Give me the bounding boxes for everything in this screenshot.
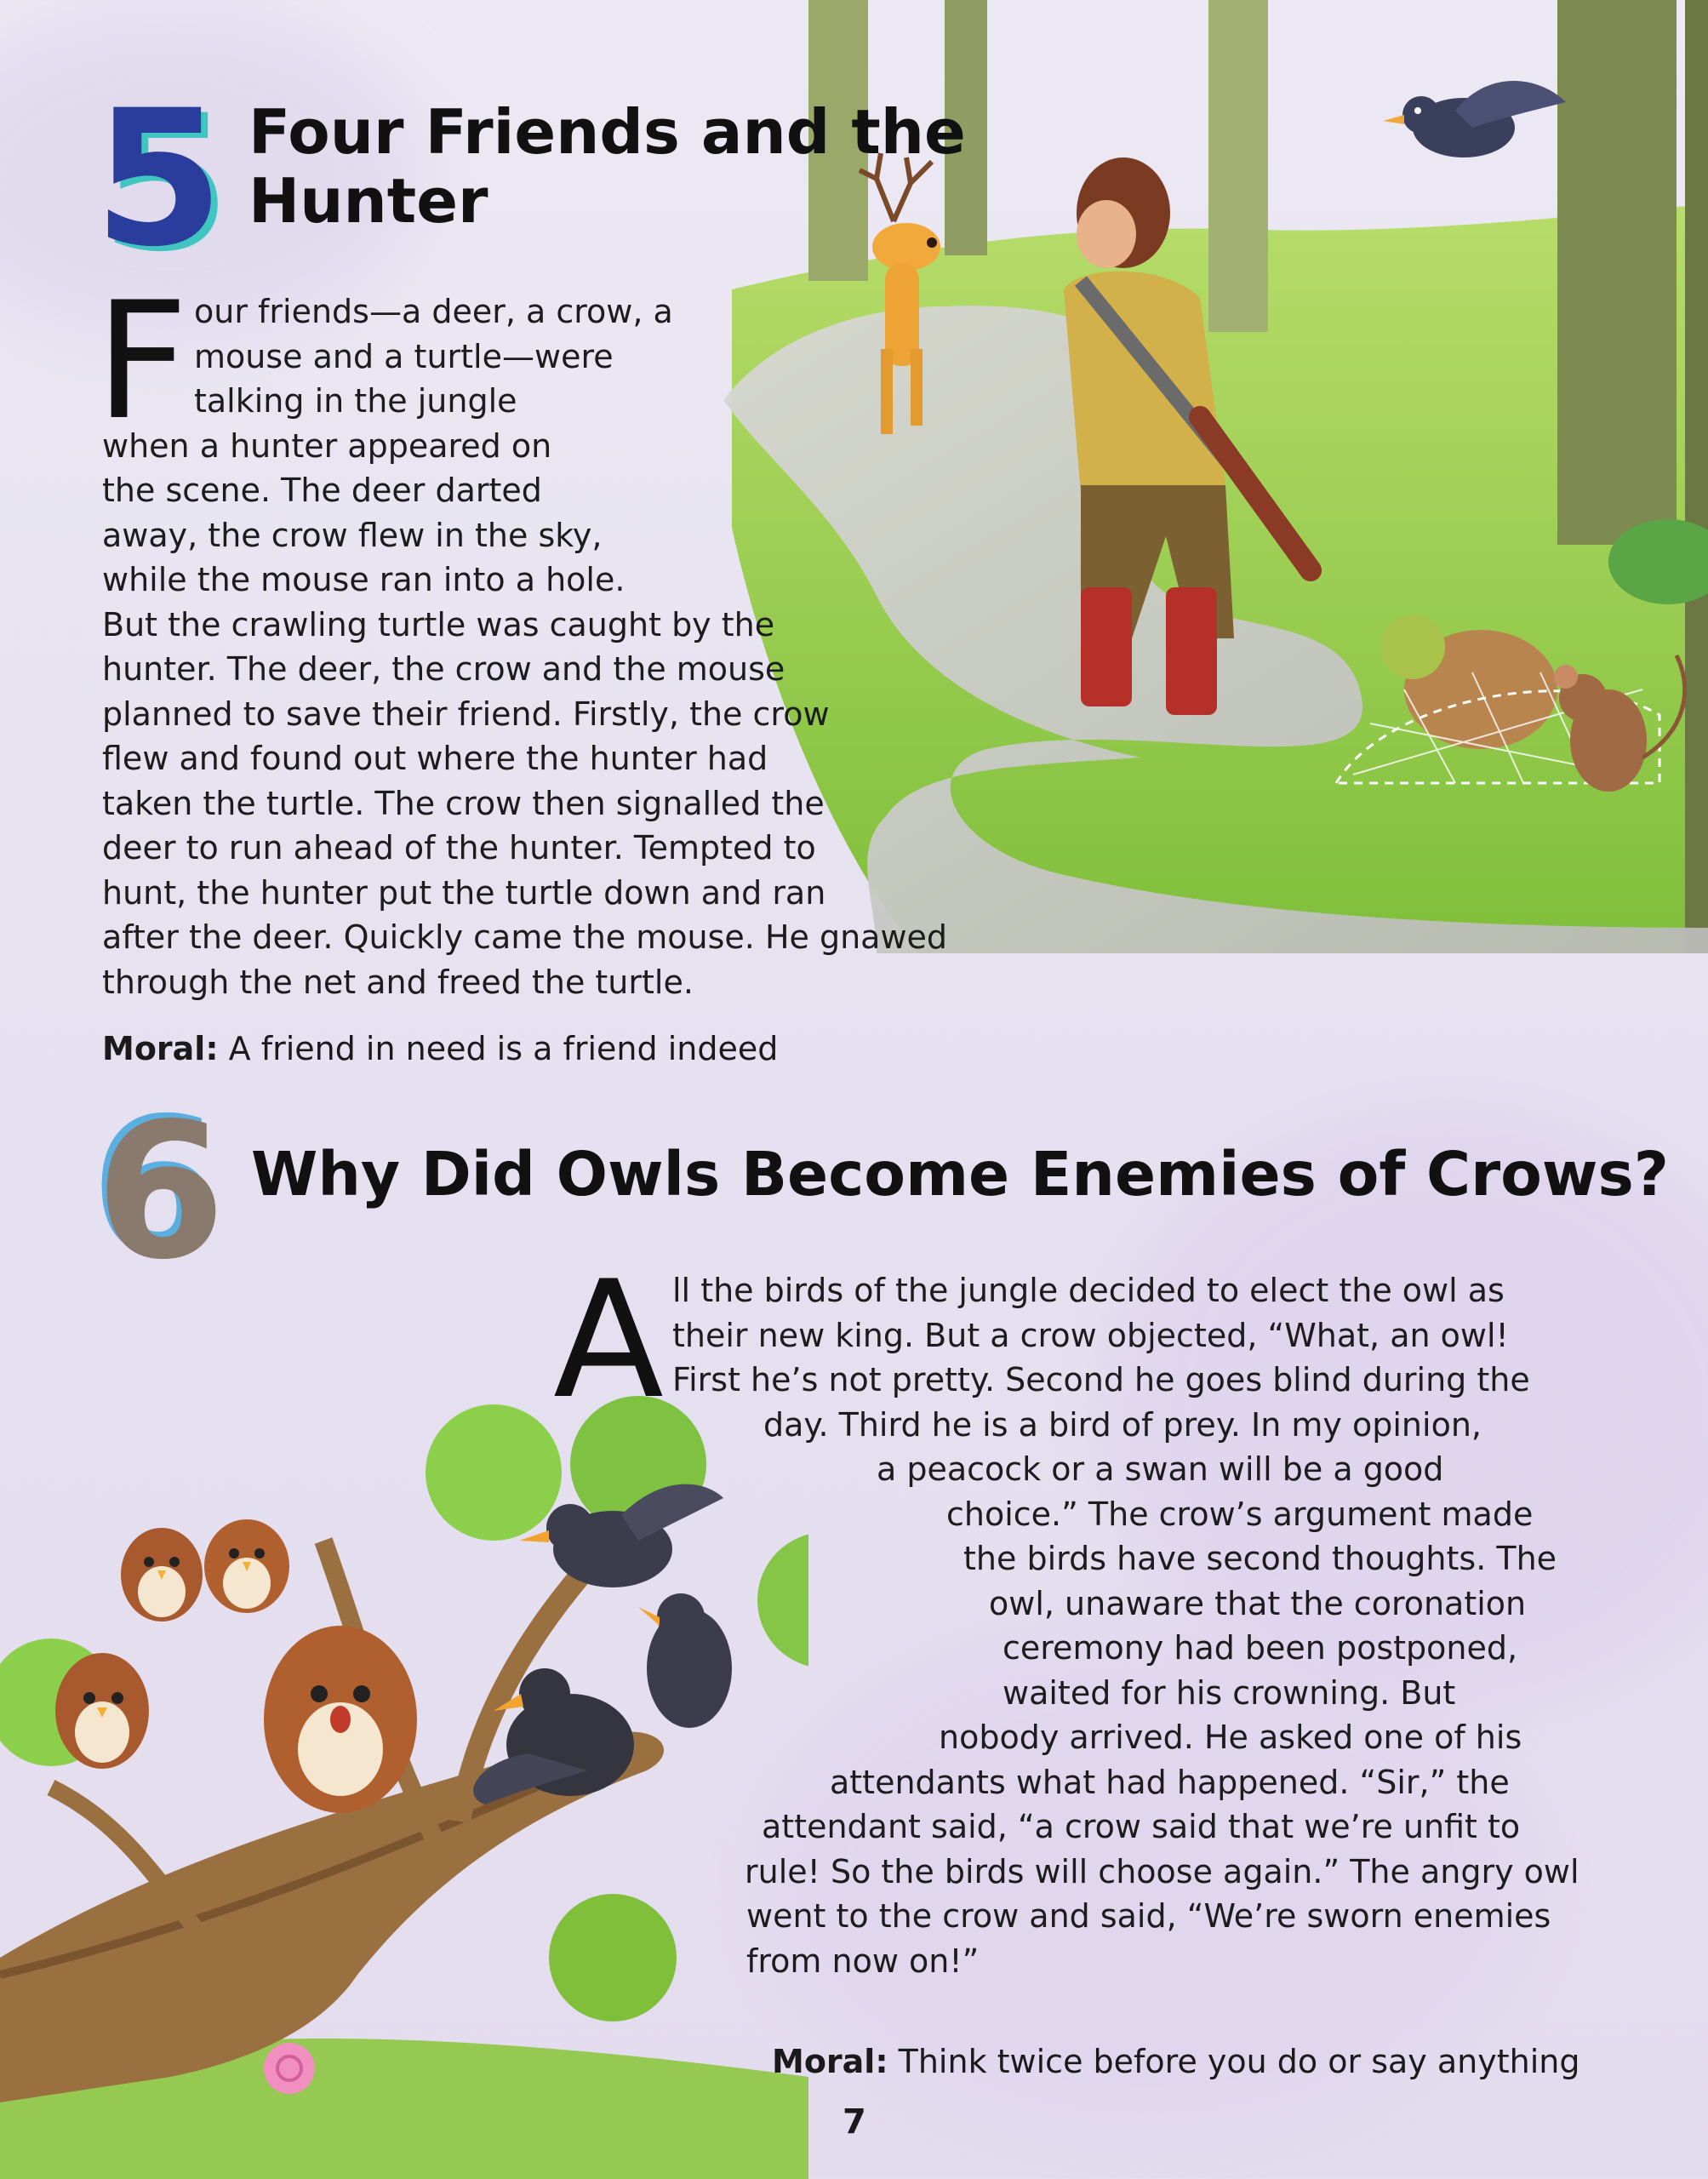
body-line: First he’s not pretty. Second he goes blind during the	[672, 1361, 1530, 1398]
body-line: went to the crow and said, “We’re sworn enemies	[746, 1897, 1551, 1935]
body-line: mouse and a turtle—were	[194, 337, 614, 375]
story-number-6: 6	[95, 1083, 226, 1301]
story-number-5: 5	[94, 70, 225, 288]
tree-trunk	[1557, 0, 1677, 545]
body-line: the birds have second thoughts. The	[963, 1540, 1557, 1577]
body-line: when a hunter appeared on	[102, 426, 552, 465]
body-line: But the crawling turtle was caught by the	[102, 605, 775, 643]
dropcap-f: F	[95, 267, 189, 455]
moral-5	[102, 1030, 778, 1067]
body-line: waited for his crowning. But	[1003, 1673, 1456, 1712]
tree-trunk	[1685, 0, 1708, 953]
body-line: flew and found out where the hunter had	[102, 740, 768, 777]
body-line: hunter. The deer, the crow and the mouse	[102, 650, 785, 688]
body-line: nobody arrived. He asked one of his	[939, 1719, 1522, 1756]
body-line: through the net and freed the turtle.	[102, 963, 694, 1001]
moral-text: A friend in need is a friend indeed	[228, 1030, 779, 1067]
tree-trunk	[1208, 0, 1268, 332]
body-line: their new king. But a crow objected, “What, an owl!	[672, 1316, 1509, 1354]
body-line: the scene. The deer darted	[102, 472, 542, 509]
body-line: away, the crow flew in the sky,	[102, 516, 603, 554]
body-line: owl, unaware that the coronation	[989, 1584, 1527, 1622]
body-line: a peacock or a swan will be a good	[877, 1450, 1444, 1488]
title-line: Hunter	[248, 164, 488, 237]
body-line: planned to save their friend. Firstly, the crow	[102, 695, 830, 733]
body-line: from now on!”	[746, 1942, 980, 1980]
body-line: attendants what had happened. “Sir,” the	[830, 1763, 1510, 1801]
body-line: day. Third he is a bird of prey. In my opinion,	[763, 1405, 1482, 1444]
moral-label: Moral:	[772, 2043, 888, 2080]
title-line: Four Friends and the	[248, 96, 966, 168]
body-line: while the mouse ran into a hole.	[102, 561, 626, 598]
dropcap-a: A	[553, 1246, 664, 1434]
moral-label: Moral:	[102, 1030, 219, 1067]
body-line: talking in the jungle	[194, 382, 517, 420]
body-line: deer to run ahead of the hunter. Tempted to	[102, 829, 816, 866]
body-line: taken the turtle. The crow then signalled the	[102, 784, 825, 822]
story-body-5	[102, 289, 947, 1004]
body-line: hunt, the hunter put the turtle down and ran	[102, 873, 826, 912]
body-line: after the deer. Quickly came the mouse. He gnawed	[102, 918, 948, 956]
page-number: 7	[843, 2102, 866, 2142]
body-line: our friends—a deer, a crow, a	[194, 293, 673, 330]
body-line: ll the birds of the jungle decided to elect the owl as	[672, 1272, 1505, 1309]
moral-6	[772, 2043, 1579, 2080]
crow-flying	[1383, 81, 1566, 157]
story-body-6	[0, 1268, 1579, 1983]
story-title-6: Why Did Owls Become Enemies of Crows?	[251, 1139, 1669, 1210]
moral-text: Think twice before you do or say anything	[898, 2043, 1580, 2080]
story-title-5	[248, 98, 966, 235]
body-line: rule! So the birds will choose again.” The angry owl	[745, 1852, 1579, 1890]
body-line: choice.” The crow’s argument made	[946, 1495, 1534, 1533]
body-line: attendant said, “a crow said that we’re unfit to	[762, 1808, 1521, 1845]
body-line: ceremony had been postponed,	[1003, 1629, 1518, 1667]
flower	[264, 2043, 315, 2094]
